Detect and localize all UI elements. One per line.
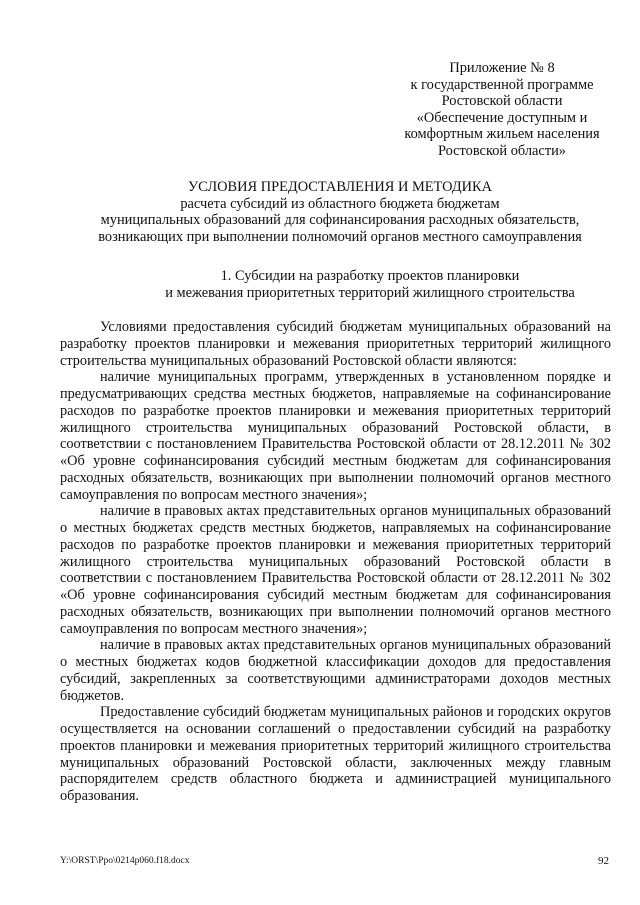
document-subtitle-line: расчета субсидий из областного бюджета бюджетам	[180, 195, 500, 212]
appendix-note	[385, 60, 619, 160]
document-subtitle-line: муниципальных образований для софинансирования расходных обязательств,	[100, 212, 580, 229]
document-title: УСЛОВИЯ ПРЕДОСТАВЛЕНИЯ И МЕТОДИКА	[187, 179, 493, 195]
body-text	[60, 319, 611, 805]
appendix-line: комфортным жильем населения	[404, 126, 600, 143]
section-heading-line: и межевания приоритетных территорий жилищного строительства	[165, 285, 575, 301]
section-heading-line: 1. Субсидии на разработку проектов планировки	[220, 268, 520, 284]
appendix-line: Ростовской области	[441, 93, 563, 110]
paragraph: наличие в правовых актах представительных органов муниципальных образований о местных бюджетах средств местных бюджетов, направляемых на софинансирование расходов по разработке проектов планировки и межевания приоритетных территорий жилищного строительства муниципальных образований Ростовской области в соответствии с постановлением Правительства Ростовской области от 28.12.2011 № 302 «Об уровне софинансирования субсидий местным бюджетам для софинансирования расходных обязательств, возникающих при выполнении полномочий органов местного самоуправления по вопросам местного значения»;	[60, 503, 611, 637]
document-heading	[60, 179, 620, 245]
section-heading	[60, 268, 640, 302]
appendix-line: «Обеспечение доступным и	[416, 109, 588, 126]
appendix-line: Ростовской области»	[437, 142, 567, 159]
paragraph: наличие муниципальных программ, утвержденных в установленном порядке и предусматривающих средства местных бюджетов, направляемые на софинансирование расходов по разработке проектов планировки и межевания приоритетных территорий жилищного строительства муниципальных образований Ростовской области, в соответствии с постановлением Правительства Ростовской области от 28.12.2011 № 302 «Об уровне софинансирования субсидий местным бюджетам для софинансирования расходных обязательств, возникающих при выполнении полномочий органов местного самоуправления по вопросам местного значения»;	[60, 369, 611, 503]
page-number: 92	[598, 855, 609, 867]
document-subtitle-line: возникающих при выполнении полномочий органов местного самоуправления	[98, 228, 582, 245]
paragraph: Условиями предоставления субсидий бюджетам муниципальных образований на разработку проектов планировки и межевания приоритетных территорий жилищного строительства муниципальных образований Ростовской области являются:	[60, 319, 611, 369]
paragraph: наличие в правовых актах представительных органов муниципальных образований о местных бюджетах кодов бюджетной классификации доходов для предоставления субсидий, закрепленных за соответствующими администраторами доходов местных бюджетов.	[60, 637, 611, 704]
paragraph: Предоставление субсидий бюджетам муниципальных районов и городских округов осуществляется на основании соглашений о предоставлении субсидий на разработку проектов планировки и межевания приоритетных территорий жилищного строительства муниципальных образований Ростовской области, заключенных между главным распорядителем средств областного бюджета и администрацией муниципального образования.	[60, 704, 611, 804]
appendix-line: к государственной программе	[410, 76, 594, 93]
footer-file-path: Y:\ORST\Ppo\0214p060.f18.docx	[60, 856, 190, 866]
appendix-line: Приложение № 8	[449, 60, 555, 76]
